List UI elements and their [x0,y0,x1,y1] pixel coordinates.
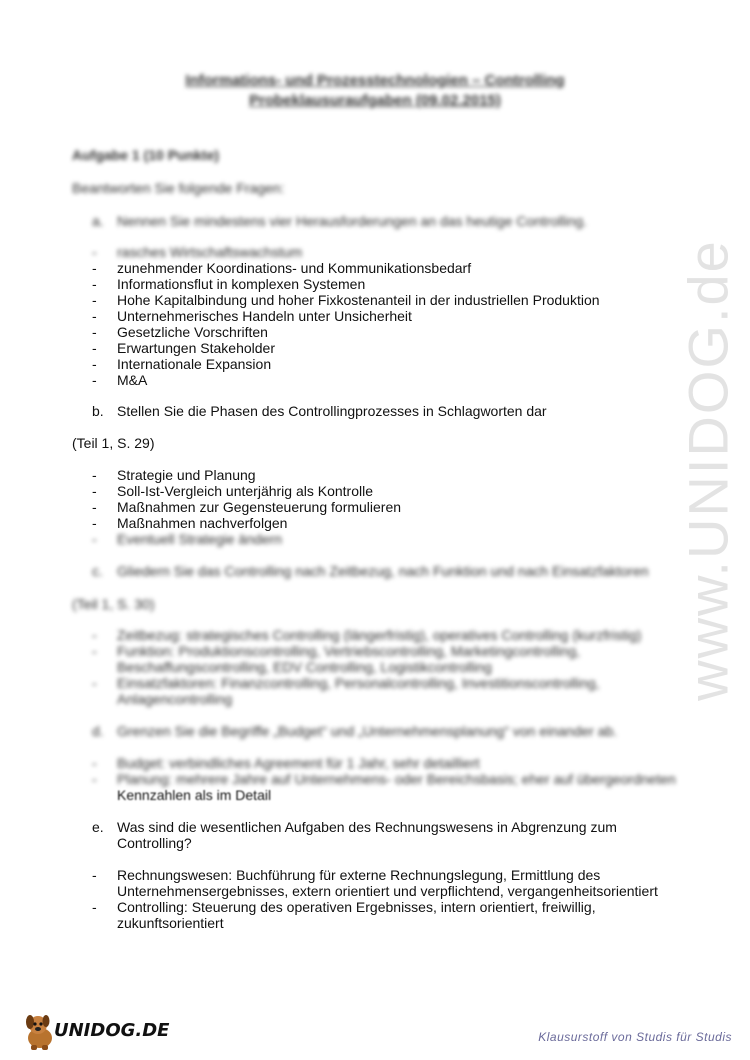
question-d-text: Grenzen Sie die Begriffe „Budget“ und „Unternehmensplanung“ von einander ab. [117,723,618,739]
question-b-label: b. [92,403,104,419]
document-title-line1: Informations- und Prozesstechnologien – Controlling [185,72,565,89]
footer-tagline: Klausurstoff von Studis für Studis [538,1030,732,1044]
logo-text[interactable]: UNIDOG.DE [54,1020,170,1041]
reference-c: (Teil 1, S. 30) [72,596,155,612]
task-heading: Aufgabe 1 (10 Punkte) [72,147,220,163]
document-title-line2: Probeklausuraufgaben (09.02.2015) [249,92,501,109]
question-a-label: a. [92,213,104,229]
reference-b: (Teil 1, S. 29) [72,435,155,451]
question-b-text: Stellen Sie die Phasen des Controllingprozesses in Schlagworten dar [117,403,547,419]
question-e-label: e. [92,819,104,835]
question-d-label: d. [92,723,104,739]
watermark: www.UNIDOG.de [676,239,740,701]
question-c-label: c. [92,563,103,579]
dog-logo-icon [22,1012,58,1052]
intro-text: Beantworten Sie folgende Fragen: [72,180,285,196]
question-e-text-1: Was sind die wesentlichen Aufgaben des Rechnungswesens in Abgrenzung zum [117,819,617,835]
question-e-text-2: Controlling? [117,835,192,851]
question-c-text: Gliedern Sie das Controlling nach Zeitbezug, nach Funktion und nach Einsatzfaktoren [117,563,649,579]
document-page: www.UNIDOG.de Informations- und Prozesstechnologien – Controlling Probeklausuraufgaben (09.02.2015) Aufgabe 1 (10 Punkte) Beantworten Sie folgende Fragen: a. Nennen Sie mindestens vier Herausforderungen an das heutige Controlling. - rasches Wirtschaftswachstum - zunehmender Koordinations- und Kommunikationsbedarf - Informationsflut in komplexen Systemen - Hohe Kapitalbindung und hoher Fixkostenanteil in der industriellen Produktion - Unternehmerisches Handeln unter Unsicherheit - Gesetzliche Vorschriften - Erwartungen Stakeholder - Internationale Expansion - M&A b. Stellen Sie die Phasen des Controllingprozesses in Schlagworten dar (Teil 1, S. 29) - Strategie und Planung - Soll-Ist-Vergleich unterjährig als Kontrolle - Maßnahmen zur Gegensteuerung formulieren - Maßnahmen nachverfolgen - Eventuell Strategie ändern c. Gliedern Sie das Controlling nach Zeitbezug, nach Funktion und nach Einsatzfaktoren (Teil 1, S. 30) - Zeitbezug: strategisches Controlling (längerfristig), operatives Controlling (kurzfristig) - Funktion: Produktionscontrolling, Vertriebscontrolling, Marketingcontrolling, Beschaffungscontrolling, EDV Controlling, Logistikcontrolling - Einsatzfaktoren: Finanzcontrolling, Personalcontrolling, Investitionscontrolling, Anlagencontrolling d. Grenzen Sie die Begriffe „Budget“ und „Unternehmensplanung“ von einander ab. - Budget: verbindliches Agreement für 1 Jahr, sehr detailliert - Planung: mehrere Jahre auf Unternehmens- oder Bereichsbasis; eher auf übergeordneten Kennzahlen als im Detail e. Was sind die wesentlichen Aufgaben des Rechnungswesens in Abgrenzung zum Controlling? - Rechnungswesen: Buchführung für externe Rechnungslegung, Ermittlung des Unternehmensergebnisses, extern orientiert und verpflichtend, vergangenheitsorientiert - Controlling: Steuerung des operativen Ergebnisses, intern orientiert, freiwillig, zukunftsorientiert UNIDOG.DE Klausurstoff von Studis für Studis [0,0,750,1060]
question-a-text: Nennen Sie mindestens vier Herausforderungen an das heutige Controlling. [117,213,588,229]
